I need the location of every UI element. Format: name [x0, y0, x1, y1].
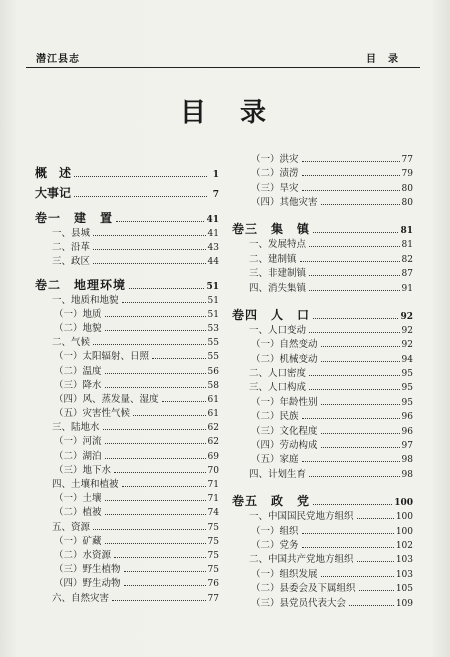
subsection-entry — [232, 338, 413, 352]
page-number: 81 — [401, 240, 413, 251]
dot-leader — [114, 557, 206, 558]
page-number: 55 — [207, 338, 219, 349]
dot-leader — [302, 461, 400, 462]
entry-label: （一）河流 — [54, 436, 102, 448]
dot-leader — [105, 443, 206, 444]
toc-column-right — [232, 153, 413, 611]
page-number: 55 — [207, 352, 219, 363]
entry-label: 四、计划生育 — [249, 468, 307, 480]
page-number: 80 — [401, 183, 413, 194]
page-number: 103 — [395, 555, 413, 566]
dot-leader — [309, 246, 400, 247]
page-number: 62 — [207, 423, 219, 434]
dot-leader — [321, 404, 400, 405]
entry-label: 三、非建制镇 — [249, 268, 307, 280]
entry-label: 一、中国国民党地方组织 — [249, 511, 354, 523]
page-number: 43 — [207, 243, 219, 254]
section-entry — [35, 421, 219, 435]
section-entry — [232, 468, 413, 482]
page-number: 44 — [207, 257, 219, 268]
section-entry — [232, 381, 413, 395]
page-number: 7 — [212, 190, 219, 200]
entry-label: 四、土壤和植被 — [52, 479, 119, 490]
subsection-entry — [35, 350, 219, 364]
section-entry — [232, 282, 413, 296]
section-entry — [232, 238, 413, 252]
subsection-entry — [232, 568, 413, 582]
dot-leader — [321, 361, 400, 362]
subsection-entry — [232, 597, 413, 611]
subsection-entry — [232, 582, 413, 596]
page-number: 87 — [401, 269, 413, 280]
page-number: 51 — [206, 281, 219, 292]
entry-label: 二、中国共产党地方组织 — [249, 554, 354, 566]
section-entry — [35, 336, 219, 350]
entry-label: （二）民族 — [251, 411, 299, 423]
entry-label: （三）旱灾 — [251, 182, 299, 194]
subsection-entry — [35, 577, 219, 591]
section-entry — [232, 324, 413, 338]
dot-leader — [93, 249, 206, 250]
entry-label: （二）湖泊 — [54, 450, 102, 462]
dot-leader — [357, 561, 394, 562]
page-number: 91 — [401, 283, 413, 294]
dot-leader — [124, 585, 206, 586]
entry-label: 卷四 人 口 — [232, 307, 311, 322]
subsection-entry — [232, 525, 413, 539]
subsection-entry — [232, 396, 413, 410]
section-entry — [35, 255, 219, 269]
page-number: 56 — [207, 366, 219, 377]
volume-heading — [232, 220, 413, 238]
page-number: 75 — [207, 565, 219, 576]
subsection-entry — [232, 453, 413, 467]
entry-label: （三）降水 — [54, 379, 102, 391]
page-number: 100 — [395, 526, 413, 537]
section-entry — [35, 294, 219, 308]
dot-leader — [313, 232, 398, 233]
dot-leader — [105, 500, 206, 501]
dot-leader — [302, 161, 400, 162]
entry-label: 四、消失集镇 — [249, 282, 307, 294]
entry-label: （四）其他灾害 — [251, 196, 318, 208]
entry-label: 一、地质和地貌 — [52, 294, 119, 306]
dot-leader — [313, 318, 398, 319]
subsection-entry — [35, 393, 219, 407]
page-number: 109 — [395, 598, 413, 609]
subsection-entry — [232, 153, 413, 167]
dot-leader — [321, 433, 400, 434]
entry-label: 一、发展特点 — [249, 239, 307, 251]
toc-major-entry — [35, 163, 219, 183]
page-number: 69 — [207, 451, 219, 462]
subsection-entry — [232, 439, 413, 453]
subsection-entry — [35, 435, 219, 449]
dot-leader — [321, 204, 400, 205]
dot-leader — [93, 235, 206, 236]
subsection-entry — [35, 407, 219, 421]
entry-label: 概 述 — [35, 166, 72, 180]
dot-leader — [309, 375, 400, 376]
dot-leader — [152, 358, 206, 359]
page-number: 71 — [207, 480, 219, 490]
page-number: 79 — [401, 169, 413, 180]
entry-label: 二、人口密度 — [249, 368, 307, 380]
page-number: 95 — [401, 397, 413, 408]
page-number: 71 — [207, 494, 219, 505]
entry-label: 大事记 — [35, 186, 72, 200]
entry-label: 卷五 政 党 — [232, 494, 311, 509]
dot-leader — [93, 344, 206, 345]
dot-leader — [105, 458, 206, 459]
dot-leader — [321, 576, 394, 577]
page-number: 75 — [207, 536, 219, 547]
header-rule — [26, 67, 420, 68]
dot-leader — [74, 196, 207, 197]
subsection-entry — [232, 182, 413, 196]
dot-leader — [302, 547, 394, 548]
section-entry — [35, 478, 219, 492]
entry-label: （二）机械变动 — [251, 353, 318, 365]
subsection-entry — [232, 539, 413, 553]
subsection-entry — [35, 379, 219, 393]
dot-leader — [309, 275, 400, 276]
page-number: 51 — [207, 295, 219, 306]
page-number: 75 — [207, 550, 219, 561]
dot-leader — [93, 529, 206, 530]
section-entry — [35, 592, 219, 606]
page-title: 目 录 — [179, 98, 270, 128]
page-number: 100 — [395, 512, 413, 523]
dot-leader — [122, 486, 206, 487]
entry-label: 二、气候 — [52, 337, 91, 349]
entry-label: 一、人口变动 — [249, 324, 307, 336]
dot-leader — [103, 429, 206, 430]
dot-leader — [162, 401, 206, 402]
entry-label: （二）县委会及下属组织 — [251, 583, 356, 595]
page-number: 95 — [401, 383, 413, 394]
subsection-entry — [232, 353, 413, 367]
entry-label: （一）组织发展 — [251, 568, 318, 580]
section-entry — [35, 241, 219, 255]
dot-leader — [74, 176, 207, 177]
toc-column-left — [35, 163, 219, 606]
subsection-entry — [35, 365, 219, 379]
dot-leader — [105, 514, 206, 515]
entry-label: 三、政区 — [52, 256, 91, 268]
dot-leader — [105, 543, 206, 544]
subsection-entry — [35, 535, 219, 549]
page-number: 77 — [401, 154, 413, 165]
page-number: 82 — [401, 254, 413, 265]
page-number: 76 — [207, 579, 219, 590]
page-number: 61 — [207, 394, 219, 405]
page-number: 1 — [212, 170, 219, 180]
subsection-entry — [35, 492, 219, 506]
entry-label: 三、人口构成 — [249, 382, 307, 394]
dot-leader — [309, 389, 400, 390]
volume-heading — [35, 276, 219, 294]
entry-label: （五）灾害性气候 — [54, 408, 131, 420]
entry-label: （三）地下水 — [54, 464, 112, 476]
section-entry — [232, 553, 413, 567]
entry-label: （二）温度 — [54, 365, 102, 377]
running-head-section-title: 目 录 — [366, 54, 399, 65]
dot-leader — [309, 290, 400, 291]
dot-leader — [302, 175, 400, 176]
page-number: 96 — [401, 426, 413, 437]
subsection-entry — [232, 425, 413, 439]
dot-leader — [116, 221, 204, 222]
entry-label: （一）年龄性别 — [251, 396, 318, 408]
page-number: 81 — [400, 226, 413, 237]
dot-leader — [300, 261, 400, 262]
dot-leader — [133, 415, 206, 416]
dot-leader — [313, 504, 392, 505]
dot-leader — [93, 263, 206, 264]
dot-leader — [302, 418, 400, 419]
page-number: 75 — [207, 522, 219, 533]
entry-label: 三、陆地水 — [52, 422, 100, 434]
dot-leader — [122, 302, 206, 303]
entry-label: （四）劳动构成 — [251, 440, 318, 452]
dot-leader — [114, 472, 206, 473]
page-number: 41 — [207, 229, 219, 239]
subsection-entry — [35, 464, 219, 478]
page-number: 98 — [401, 455, 413, 466]
dot-leader — [302, 190, 400, 191]
entry-label: （四）风、蒸发量、湿度 — [54, 393, 159, 405]
subsection-entry — [35, 450, 219, 464]
page-number: 58 — [207, 380, 219, 391]
section-entry — [232, 253, 413, 267]
subsection-entry — [35, 506, 219, 520]
dot-leader — [112, 600, 206, 601]
entry-label: （一）土壤 — [54, 493, 102, 505]
entry-label: （三）县党员代表大会 — [251, 597, 347, 609]
entry-label: （一）地质 — [54, 308, 102, 320]
page-number: 92 — [401, 325, 413, 336]
toc-major-entry — [35, 183, 219, 203]
dot-leader — [309, 476, 400, 477]
dot-leader — [105, 316, 206, 317]
subsection-entry — [35, 563, 219, 577]
page-number: 70 — [207, 465, 219, 476]
page-number: 41 — [206, 215, 219, 225]
entry-label: （二）地貌 — [54, 322, 102, 334]
page-number: 53 — [207, 323, 219, 334]
dot-leader — [105, 330, 206, 331]
entry-label: （一）矿藏 — [54, 535, 102, 547]
page-number: 96 — [401, 412, 413, 423]
entry-label: （三）野生植物 — [54, 564, 121, 576]
volume-heading — [232, 492, 413, 510]
entry-label: （三）文化程度 — [251, 425, 318, 437]
volume-heading — [35, 209, 219, 227]
page-number: 51 — [207, 309, 219, 320]
entry-label: （一）自然变动 — [251, 339, 318, 351]
page-number: 97 — [401, 441, 413, 452]
subsection-entry — [232, 167, 413, 181]
page-number: 95 — [401, 369, 413, 380]
dot-leader — [321, 447, 400, 448]
dot-leader — [359, 590, 394, 591]
entry-label: 卷一 建 置 — [35, 211, 114, 225]
page-number: 74 — [207, 508, 219, 519]
entry-label: 二、沿革 — [52, 242, 91, 254]
page-number: 103 — [395, 569, 413, 580]
subsection-entry — [35, 322, 219, 336]
entry-label: （一）太阳辐射、日照 — [54, 351, 150, 363]
page-number: 61 — [207, 409, 219, 420]
page-number: 92 — [401, 340, 413, 351]
dot-leader — [105, 387, 206, 388]
entry-label: （二）党务 — [251, 540, 299, 551]
page-number: 62 — [207, 437, 219, 448]
page-number: 100 — [394, 498, 413, 509]
entry-label: 卷三 集 镇 — [232, 222, 311, 237]
dot-leader — [129, 288, 204, 289]
page-number: 80 — [401, 197, 413, 208]
entry-label: （二）植被 — [54, 507, 102, 519]
dot-leader — [309, 332, 400, 333]
dot-leader — [124, 571, 206, 572]
dot-leader — [357, 518, 394, 519]
volume-heading — [232, 306, 413, 324]
subsection-entry — [232, 410, 413, 424]
entry-label: 卷二 地理环境 — [35, 277, 127, 292]
dot-leader — [321, 346, 400, 347]
entry-label: 五、资源 — [52, 521, 91, 533]
entry-label: 一、县城 — [52, 228, 91, 239]
page-number: 77 — [207, 593, 219, 604]
subsection-entry — [35, 308, 219, 322]
entry-label: （四）野生动物 — [54, 578, 121, 590]
section-entry — [232, 510, 413, 524]
entry-label: （一）组织 — [251, 525, 299, 537]
entry-label: （五）家庭 — [251, 454, 299, 466]
page-number: 105 — [395, 584, 413, 595]
section-entry — [232, 267, 413, 281]
entry-label: （二）渍涝 — [251, 168, 299, 180]
page-number: 94 — [401, 354, 413, 365]
page-number: 102 — [395, 541, 413, 551]
page-number: 98 — [401, 469, 413, 480]
subsection-entry — [35, 549, 219, 563]
section-entry — [232, 367, 413, 381]
entry-label: 二、建制镇 — [249, 253, 297, 265]
section-entry — [35, 227, 219, 241]
entry-label: （二）水资源 — [54, 549, 112, 561]
entry-label: （一）洪灾 — [251, 153, 299, 165]
page-number: 92 — [400, 311, 413, 322]
dot-leader — [105, 373, 206, 374]
section-entry — [35, 521, 219, 535]
entry-label: 六、自然灾害 — [52, 592, 110, 604]
running-head-book-title: 潜江县志 — [36, 54, 80, 65]
dot-leader — [349, 605, 394, 606]
subsection-entry — [232, 196, 413, 210]
dot-leader — [302, 533, 394, 534]
